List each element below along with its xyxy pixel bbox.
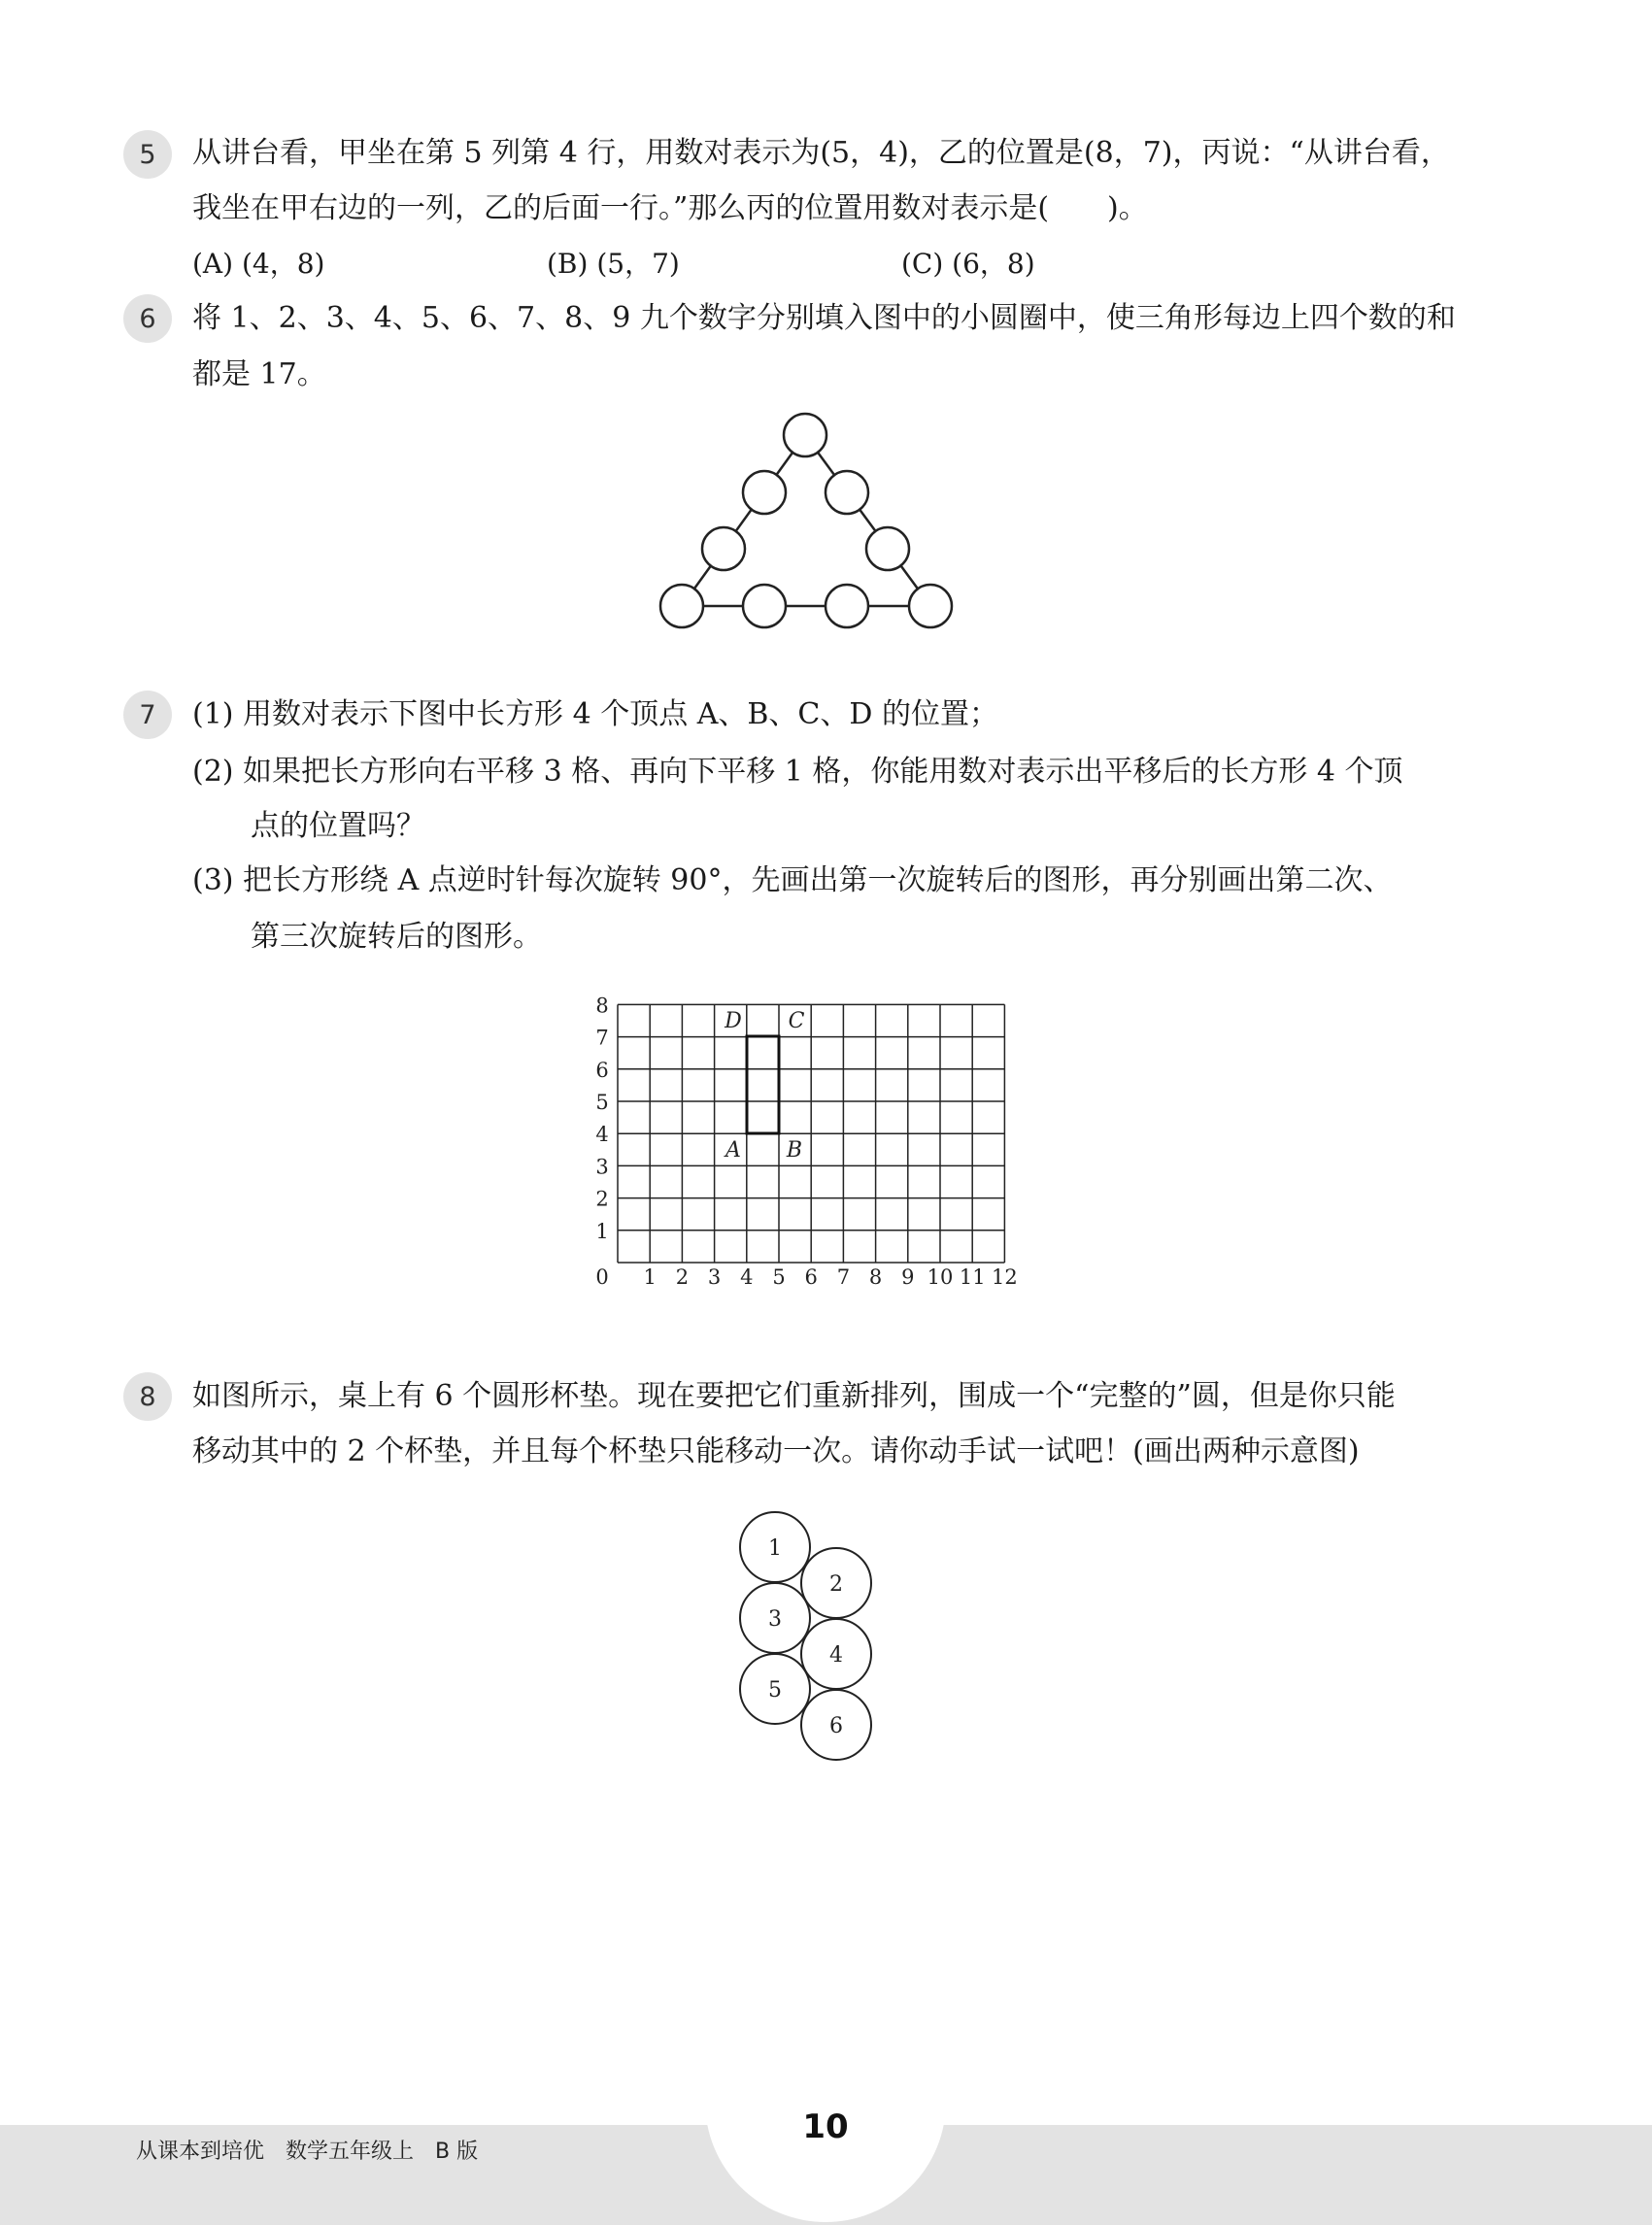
vertex-label-d: D (725, 1009, 742, 1033)
x-tick-label: 2 (675, 1265, 690, 1289)
x-tick-label: 7 (836, 1265, 851, 1289)
question-7-part-2-line-2: 点的位置吗？ (251, 809, 425, 843)
footer-book-title: 从课本到培优 数学五年级上 B 版 (136, 2140, 479, 2164)
question-7-part-2-line-1: (2) 如果把长方形向右平移 3 格、再向下平移 1 格，你能用数对表示出平移后的长方形 4 个顶 (192, 755, 1403, 789)
x-tick-label: 8 (868, 1265, 883, 1289)
triangle-circle (909, 585, 952, 627)
y-tick-label: 1 (595, 1219, 609, 1243)
triangle-circle (826, 585, 868, 627)
question-7-part-3-line-1: (3) 把长方形绕 A 点逆时针每次旋转 90°，先画出第一次旋转后的图形，再分别画出第二次、 (192, 863, 1393, 897)
question-6-number: 6 (123, 294, 172, 343)
x-tick-label: 4 (740, 1265, 754, 1289)
question-5-line-1: 从讲台看，甲坐在第 5 列第 4 行，用数对表示为(5，4)，乙的位置是(8，7)，丙说：“从讲台看， (192, 136, 1450, 170)
y-tick-label: 5 (595, 1091, 609, 1114)
coasters-diagram (719, 1500, 893, 1772)
x-tick-label: 11 (959, 1265, 986, 1289)
y-tick-label: 7 (595, 1026, 609, 1050)
triangle-circle (702, 527, 745, 570)
y-tick-label: 8 (595, 994, 609, 1018)
vertex-label-a: A (725, 1138, 741, 1163)
triangle-circle (743, 471, 786, 514)
question-8-line-2: 移动其中的 2 个杯垫，并且每个杯垫只能移动一次。请你动手试一试吧！(画出两种示意图) (192, 1434, 1360, 1468)
page-number-tab (705, 1981, 946, 2222)
rectangle-abcd (747, 1036, 779, 1133)
x-tick-label: 0 (595, 1265, 609, 1289)
coaster-4-label: 4 (829, 1643, 843, 1668)
triangle-circle (784, 414, 826, 456)
question-7-part-1: (1) 用数对表示下图中长方形 4 个顶点 A、B、C、D 的位置； (192, 697, 998, 731)
x-tick-label: 1 (643, 1265, 657, 1289)
question-7-part-3-line-2: 第三次旋转后的图形。 (251, 920, 542, 954)
coaster-6-label: 6 (829, 1714, 843, 1738)
question-8-line-1: 如图所示，桌上有 6 个圆形杯垫。现在要把它们重新排列，围成一个“完整的”圆，但是你只能 (192, 1379, 1396, 1413)
coaster-5-label: 5 (768, 1678, 782, 1702)
x-tick-label: 5 (772, 1265, 786, 1289)
x-tick-label: 3 (707, 1265, 722, 1289)
triangle-circle (826, 471, 868, 514)
y-tick-label: 2 (595, 1187, 609, 1211)
coaster-3-label: 3 (768, 1607, 782, 1632)
triangle-circle (743, 585, 786, 627)
x-tick-label: 12 (992, 1265, 1018, 1289)
vertex-label-b: B (786, 1138, 803, 1163)
question-5-option-b: (B) (5，7) (547, 248, 680, 280)
x-tick-label: 6 (804, 1265, 818, 1289)
question-5-option-a: (A) (4，8) (192, 248, 325, 280)
y-tick-label: 4 (595, 1123, 609, 1147)
y-tick-label: 3 (595, 1155, 609, 1179)
coordinate-grid (573, 981, 1029, 1301)
question-7-number: 7 (123, 691, 172, 739)
question-8-number: 8 (123, 1372, 172, 1421)
coaster-1-label: 1 (768, 1536, 782, 1561)
x-tick-label: 10 (927, 1265, 954, 1289)
question-5-option-c: (C) (6，8) (901, 248, 1035, 280)
question-6-line-2: 都是 17。 (192, 357, 326, 391)
y-tick-label: 6 (595, 1058, 609, 1082)
page-number: 10 (802, 2107, 849, 2146)
question-5-number: 5 (123, 130, 172, 179)
vertex-label-c: C (788, 1009, 805, 1033)
coaster-2-label: 2 (829, 1572, 843, 1597)
triangle-circle (660, 585, 703, 627)
question-5-line-2: 我坐在甲右边的一列，乙的后面一行。”那么丙的位置用数对表示是( )。 (192, 191, 1148, 225)
triangle-circles-diagram (651, 403, 971, 636)
question-6-line-1: 将 1、2、3、4、5、6、7、8、9 九个数字分别填入图中的小圆圈中，使三角形每边上四个数的和 (192, 301, 1456, 335)
x-tick-label: 9 (901, 1265, 915, 1289)
triangle-circle (866, 527, 909, 570)
